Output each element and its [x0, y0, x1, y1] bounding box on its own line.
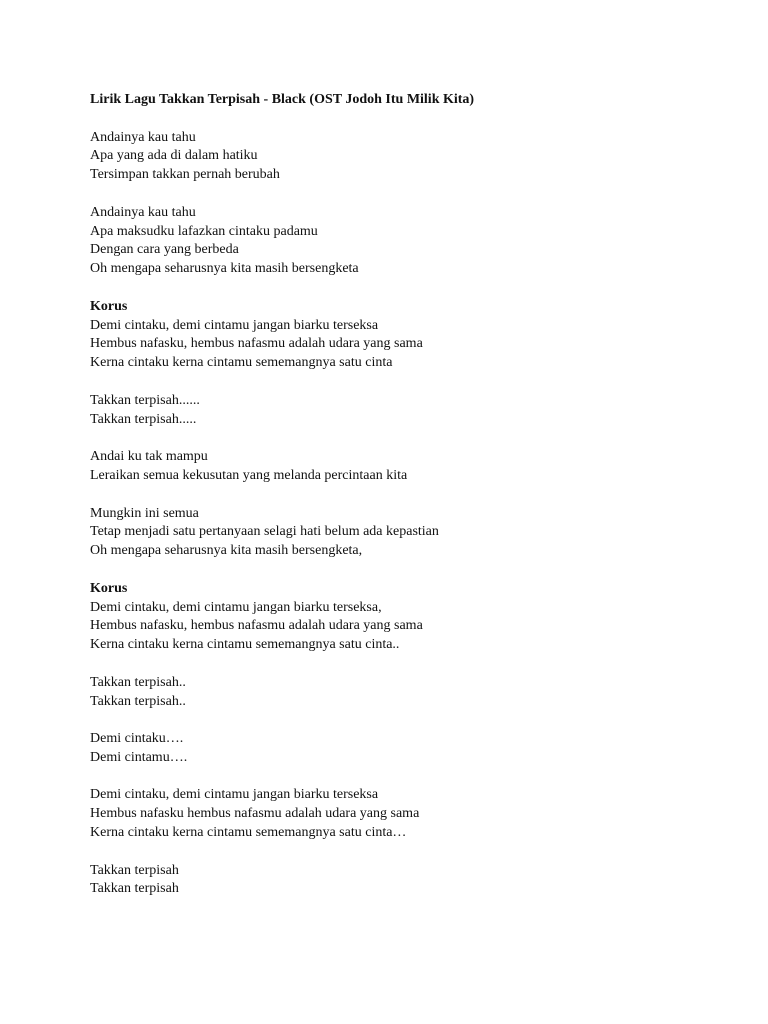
document-title: Lirik Lagu Takkan Terpisah - Black (OST Jodoh Itu Milik Kita) [90, 92, 475, 107]
lyric-line: Demi cintaku, demi cintamu jangan biarku terseksa, [90, 599, 382, 615]
spacer [90, 373, 730, 392]
lyric-line: Kerna cintaku kerna cintamu sememangnya satu cinta [90, 355, 393, 371]
lyric-line: Apa yang ada di dalam hatiku [90, 148, 258, 164]
stanza [90, 862, 730, 900]
lyric-line: Apa maksudku lafazkan cintaku padamu [90, 223, 318, 239]
lyric-line: Mungkin ini semua [90, 505, 199, 521]
spacer [90, 561, 730, 580]
stanza-heading: Korus [90, 580, 128, 596]
spacer [90, 110, 730, 129]
lyrics-body [90, 129, 730, 900]
lyric-line: Tersimpan takkan pernah berubah [90, 167, 280, 183]
lyric-line: Oh mengapa seharusnya kita masih bersengketa [90, 261, 359, 277]
stanza [90, 730, 730, 768]
lyric-line: Demi cintaku, demi cintamu jangan biarku terseksa [90, 787, 379, 803]
lyric-line: Andai ku tak mampu [90, 449, 208, 465]
stanza [90, 392, 730, 430]
lyric-line: Takkan terpisah.. [90, 693, 186, 709]
lyric-line: Oh mengapa seharusnya kita masih bersengketa, [90, 543, 363, 559]
stanza [90, 204, 730, 279]
stanza [90, 674, 730, 712]
stanza [90, 505, 730, 561]
stanza [90, 129, 730, 185]
lyric-line: Tetap menjadi satu pertanyaan selagi hati belum ada kepastian [90, 524, 439, 540]
stanza [90, 580, 730, 655]
lyric-line: Kerna cintaku kerna cintamu sememangnya satu cinta.. [90, 637, 400, 653]
lyric-line: Takkan terpisah [90, 862, 179, 878]
lyric-line: Takkan terpisah.. [90, 674, 186, 690]
spacer [90, 843, 730, 862]
stanza [90, 786, 730, 842]
lyric-line: Andainya kau tahu [90, 129, 196, 145]
lyric-line: Hembus nafasku, hembus nafasmu adalah udara yang sama [90, 336, 423, 352]
spacer [90, 429, 730, 448]
lyric-line: Takkan terpisah [90, 881, 179, 897]
lyric-line: Hembus nafasku hembus nafasmu adalah udara yang sama [90, 806, 420, 822]
lyric-line: Leraikan semua kekusutan yang melanda percintaan kita [90, 467, 408, 483]
lyric-line: Andainya kau tahu [90, 204, 196, 220]
stanza [90, 448, 730, 486]
lyric-line: Hembus nafasku, hembus nafasmu adalah udara yang sama [90, 618, 423, 634]
spacer [90, 655, 730, 674]
spacer [90, 185, 730, 204]
lyric-line: Kerna cintaku kerna cintamu sememangnya satu cinta… [90, 825, 407, 841]
lyric-line: Dengan cara yang berbeda [90, 242, 239, 258]
lyric-line: Demi cintaku, demi cintamu jangan biarku terseksa [90, 317, 379, 333]
stanza [90, 298, 730, 373]
lyric-line: Takkan terpisah..... [90, 411, 197, 427]
lyric-line: Takkan terpisah...... [90, 392, 200, 408]
spacer [90, 486, 730, 505]
spacer [90, 279, 730, 298]
lyric-line: Demi cintamu…. [90, 749, 188, 765]
document-page [90, 91, 730, 899]
spacer [90, 711, 730, 730]
stanza-heading: Korus [90, 298, 128, 314]
spacer [90, 768, 730, 787]
lyric-line: Demi cintaku…. [90, 731, 184, 747]
